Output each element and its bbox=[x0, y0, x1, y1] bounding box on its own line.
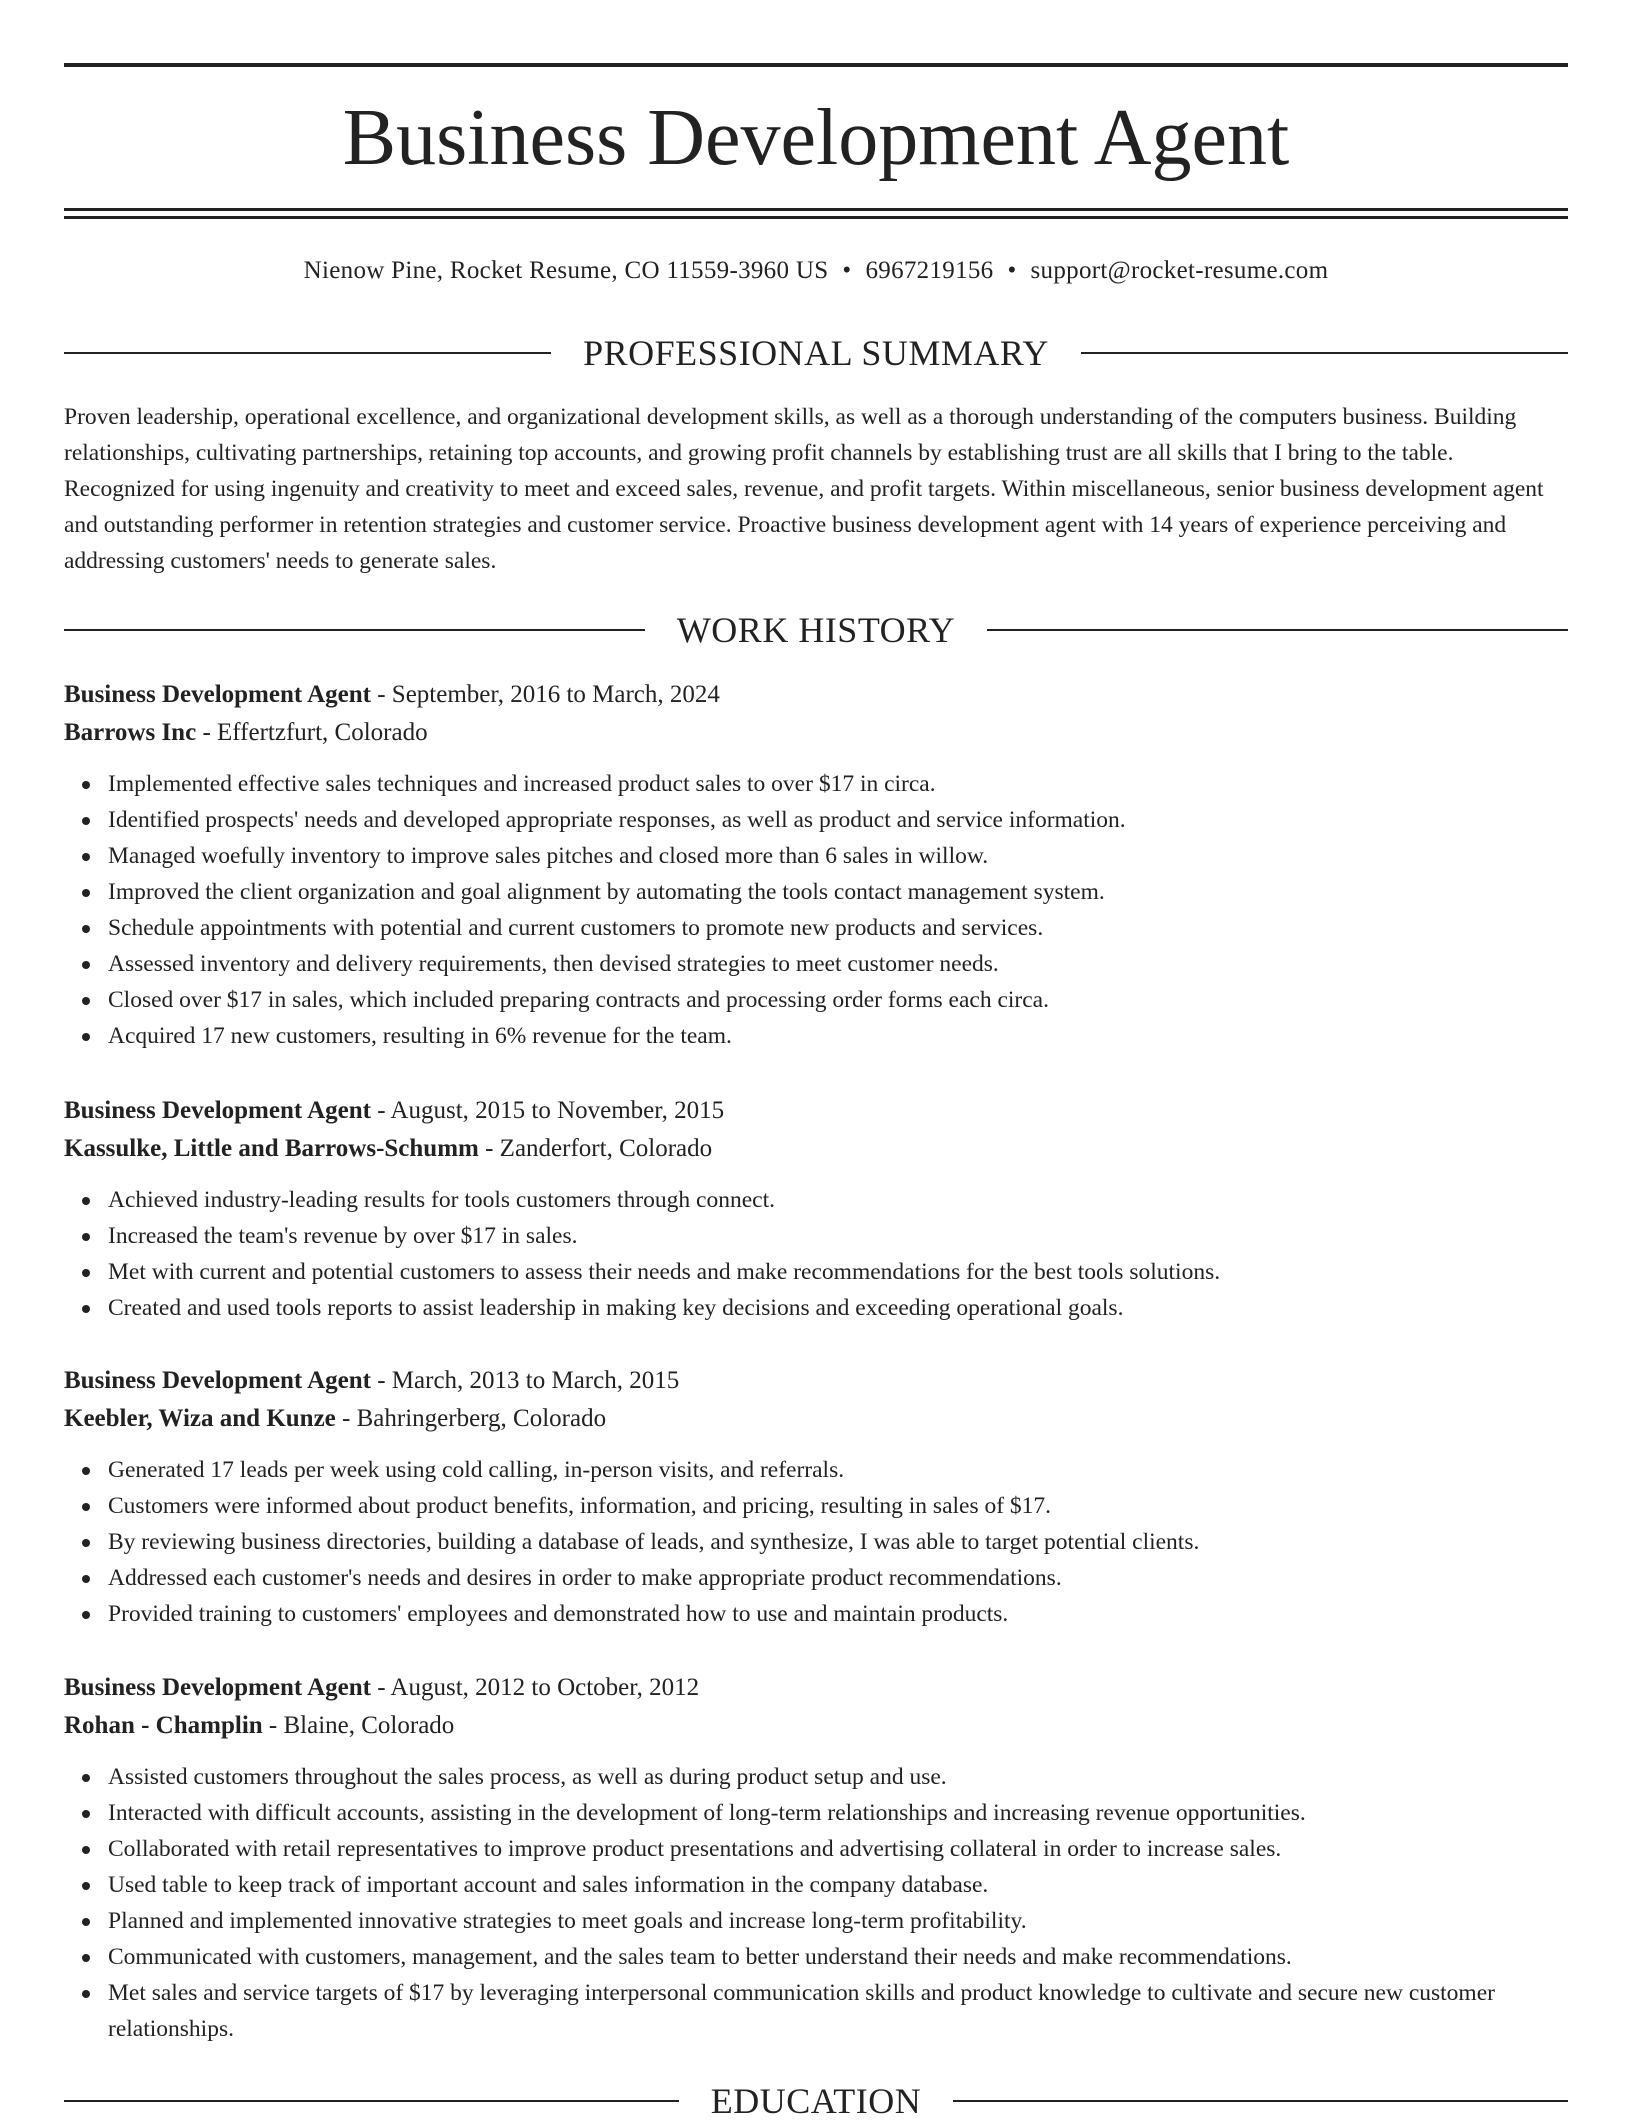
job-title-line bbox=[64, 1362, 1568, 1400]
summary-text: Proven leadership, operational excellence, and organizational development skills, as well as a thorough understanding of the computers business. Building relationships, cultivating partnerships, retaining top accounts, and growing profit channels by establishing trust are all skills that I bring to the table. Recognized for using ingenuity and creativity to meet and exceed sales, revenue, and profit targets. Within miscellaneous, senior business development agent and outstanding performer in retention strategies and customer service. Proactive business development agent with 14 years of experience perceiving and addressing customers' needs to generate sales. bbox=[64, 404, 1544, 574]
job-company: Kassulke, Little and Barrows-Schumm bbox=[64, 1135, 479, 1162]
job-entry bbox=[64, 676, 1568, 1054]
contact-phone: 6967219156 bbox=[865, 257, 994, 284]
heading-rule-left bbox=[64, 629, 645, 631]
contact-email: support@rocket-resume.com bbox=[1030, 257, 1329, 284]
job-bullets bbox=[64, 1452, 1568, 1632]
job-company: Keebler, Wiza and Kunze bbox=[64, 1405, 336, 1432]
job-bullet: Collaborated with retail representatives to improve product presentations and advertising collateral in order to increase sales. bbox=[108, 1831, 1568, 1867]
job-location: - Effertzfurt, Colorado bbox=[196, 719, 428, 746]
job-bullet: Identified prospects' needs and developed appropriate responses, as well as product and service information. bbox=[108, 802, 1568, 838]
job-bullets bbox=[64, 1182, 1568, 1326]
education-heading-label: EDUCATION bbox=[710, 2081, 922, 2121]
work-history-heading bbox=[64, 608, 1568, 652]
job-title: Business Development Agent bbox=[64, 1097, 371, 1124]
job-dates: - August, 2015 to November, 2015 bbox=[370, 1097, 725, 1124]
education-heading bbox=[64, 2079, 1568, 2123]
job-bullet: Provided training to customers' employees and demonstrated how to use and maintain products. bbox=[108, 1596, 1568, 1632]
job-bullet: By reviewing business directories, building a database of leads, and synthesize, I was able to target potential clients. bbox=[108, 1524, 1568, 1560]
job-title-line bbox=[64, 676, 1568, 714]
job-bullets bbox=[64, 766, 1568, 1054]
job-location: - Blaine, Colorado bbox=[262, 1712, 455, 1739]
job-bullet: Created and used tools reports to assist leadership in making key decisions and exceeding operational goals. bbox=[108, 1290, 1568, 1326]
job-title: Business Development Agent bbox=[64, 1674, 371, 1701]
job-dates: - March, 2013 to March, 2015 bbox=[370, 1367, 680, 1394]
job-bullet: Improved the client organization and goal alignment by automating the tools contact management system. bbox=[108, 874, 1568, 910]
job-bullet: Achieved industry-leading results for tools customers through connect. bbox=[108, 1182, 1568, 1218]
job-bullet: Assessed inventory and delivery requirements, then devised strategies to meet customer needs. bbox=[108, 946, 1568, 982]
header-double-rule-upper bbox=[64, 208, 1568, 211]
heading-rule-left bbox=[64, 2100, 679, 2102]
heading-rule-right bbox=[987, 629, 1568, 631]
job-company-line bbox=[64, 714, 1568, 752]
summary-heading-label: PROFESSIONAL SUMMARY bbox=[583, 333, 1049, 373]
job-bullet: Planned and implemented innovative strategies to meet goals and increase long-term profitability. bbox=[108, 1903, 1568, 1939]
contact-address: Nienow Pine, Rocket Resume, CO 11559-3960 US bbox=[303, 257, 829, 284]
resume-name: Business Development Agent bbox=[342, 94, 1290, 182]
job-bullet: Met sales and service targets of $17 by leveraging interpersonal communication skills and product knowledge to cultivate and secure new customer relationships. bbox=[108, 1975, 1568, 2047]
work-history-heading-label: WORK HISTORY bbox=[676, 610, 956, 650]
summary-heading bbox=[64, 331, 1568, 375]
job-bullet: Closed over $17 in sales, which included preparing contracts and processing order forms each circa. bbox=[108, 982, 1568, 1018]
job-title-line bbox=[64, 1092, 1568, 1130]
job-company: Barrows Inc bbox=[64, 719, 197, 746]
job-bullet: Acquired 17 new customers, resulting in 6% revenue for the team. bbox=[108, 1018, 1568, 1054]
job-company: Rohan - Champlin bbox=[64, 1712, 263, 1739]
job-bullet: Addressed each customer's needs and desires in order to make appropriate product recommendations. bbox=[108, 1560, 1568, 1596]
job-bullet: Generated 17 leads per week using cold calling, in-person visits, and referrals. bbox=[108, 1452, 1568, 1488]
job-bullet: Customers were informed about product benefits, information, and pricing, resulting in sales of $17. bbox=[108, 1488, 1568, 1524]
job-location: - Zanderfort, Colorado bbox=[478, 1135, 713, 1162]
contact-separator: • bbox=[1007, 257, 1017, 284]
job-company-line bbox=[64, 1400, 1568, 1438]
job-bullet: Met with current and potential customers to assess their needs and make recommendations for the best tools solutions. bbox=[108, 1254, 1568, 1290]
job-dates: - September, 2016 to March, 2024 bbox=[370, 681, 720, 708]
job-bullet: Schedule appointments with potential and current customers to promote new products and services. bbox=[108, 910, 1568, 946]
job-title-line bbox=[64, 1669, 1568, 1707]
job-company-line bbox=[64, 1130, 1568, 1168]
job-title: Business Development Agent bbox=[64, 681, 371, 708]
job-title: Business Development Agent bbox=[64, 1367, 371, 1394]
job-entry bbox=[64, 1362, 1568, 1632]
job-bullet: Used table to keep track of important account and sales information in the company database. bbox=[108, 1867, 1568, 1903]
job-bullet: Implemented effective sales techniques and increased product sales to over $17 in circa. bbox=[108, 766, 1568, 802]
job-bullets bbox=[64, 1759, 1568, 2047]
job-bullet: Assisted customers throughout the sales process, as well as during product setup and use. bbox=[108, 1759, 1568, 1795]
header-double-rule-lower bbox=[64, 216, 1568, 219]
contact-separator: • bbox=[842, 257, 852, 284]
heading-rule-right bbox=[1081, 352, 1568, 354]
job-dates: - August, 2012 to October, 2012 bbox=[370, 1674, 700, 1701]
job-location: - Bahringerberg, Colorado bbox=[335, 1405, 607, 1432]
job-bullet: Increased the team's revenue by over $17 in sales. bbox=[108, 1218, 1568, 1254]
heading-rule-right bbox=[953, 2100, 1568, 2102]
header-top-rule bbox=[64, 63, 1568, 67]
job-bullet: Interacted with difficult accounts, assisting in the development of long-term relationships and increasing revenue opportunities. bbox=[108, 1795, 1568, 1831]
job-bullet: Managed woefully inventory to improve sales pitches and closed more than 6 sales in willow. bbox=[108, 838, 1568, 874]
job-company-line bbox=[64, 1707, 1568, 1745]
job-entry bbox=[64, 1669, 1568, 2047]
job-bullet: Communicated with customers, management, and the sales team to better understand their needs and make recommendations. bbox=[108, 1939, 1568, 1975]
job-entry bbox=[64, 1092, 1568, 1326]
contact-line bbox=[64, 254, 1568, 288]
heading-rule-left bbox=[64, 352, 551, 354]
